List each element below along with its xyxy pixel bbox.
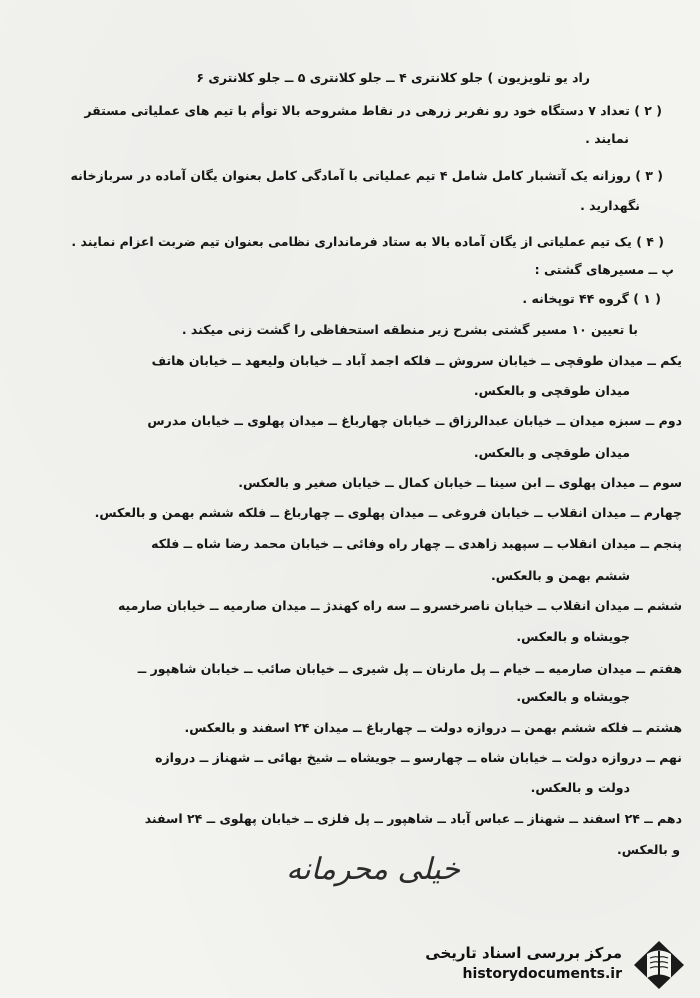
route-line: دهم ــ ۲۴ اسفند ــ شهناز ــ عباس آباد ــ شاهپور ــ پل فلزی ــ خیابان پهلوی ــ ۲۴ اسفند [144, 811, 682, 826]
route-line: پنجم ــ میدان انقلاب ــ سپهبد زاهدی ــ چهار راه وفائی ــ خیابان محمد رضا شاه ــ فلکه [151, 536, 682, 551]
route-line: و بالعکس. [617, 842, 680, 857]
route-line: چهارم ــ میدان انقلاب ــ خیابان فروغی ــ میدان پهلوی ــ چهارباغ ــ فلکه ششم بهمن و بالعکس. [94, 505, 682, 520]
text-line: ( ۳ ) روزانه یک آتشبار کامل شامل ۴ تیم عملیاتی با آمادگی کامل بعنوان یگان آماده در سربازخانه [70, 168, 663, 183]
route-line: میدان طوقچی و بالعکس. [473, 445, 630, 460]
subsection-heading: ( ۱ ) گروه ۴۴ توپخانه . [522, 291, 661, 306]
text-line: راد یو تلویزیون ) جلو کلانتری ۴ ــ جلو کلانتری ۵ ــ جلو کلانتری ۶ [196, 70, 590, 85]
text-line: با تعیین ۱۰ مسیر گشتی بشرح زیر منطقه استحفاظی را گشت زنی میکند . [181, 322, 638, 337]
route-line: یکم ــ میدان طوقچی ــ خیابان سروش ــ فلکه اجمد آباد ــ خیابان ولیعهد ــ خیابان هاتف [151, 353, 682, 368]
watermark-logo-icon [630, 938, 688, 992]
watermark-title: مرکز بررسی اسناد تاریخی [425, 944, 622, 962]
watermark-url: historydocuments.ir [462, 966, 622, 982]
section-heading: پ ــ مسیرهای گشتی : [534, 262, 674, 277]
text-line: ( ۲ ) تعداد ۷ دستگاه خود رو نفربر زرهی در نقاط مشروحه بالا توأم با تیم های عملیاتی مستقر [84, 103, 662, 118]
route-line: سوم ــ میدان پهلوی ــ ابن سینا ــ خیابان کمال ــ خیابان صغیر و بالعکس. [238, 475, 682, 490]
route-line: دولت و بالعکس. [530, 780, 630, 795]
route-line: ششم ــ میدان انقلاب ــ خیابان ناصرخسرو ــ سه راه کهندژ ــ میدان صارمیه ــ خیابان صارمیه [117, 598, 682, 613]
text-line: نگهدارید . [580, 198, 640, 213]
route-line: میدان طوقچی و بالعکس. [473, 383, 630, 398]
classification-stamp: خیلی محرمانه [286, 852, 460, 887]
route-line: ششم بهمن و بالعکس. [490, 568, 630, 583]
route-line: هشتم ــ فلکه ششم بهمن ــ دروازه دولت ــ چهارباغ ــ میدان ۲۴ اسفند و بالعکس. [184, 720, 682, 735]
route-line: جویشاه و بالعکس. [516, 629, 630, 644]
route-line: نهم ــ دروازه دولت ــ خیابان شاه ــ چهارسو ــ جویشاه ــ شیخ بهائی ــ شهناز ــ دروازه [155, 750, 682, 765]
route-line: هفتم ــ میدان صارمیه ــ خیام ــ پل مارنان ــ پل شیری ــ خیابان صائب ــ خیابان شاهپور ــ [137, 661, 682, 676]
route-line: جویشاه و بالعکس. [516, 689, 630, 704]
text-line: نمایند . [585, 131, 629, 146]
text-line: ( ۴ ) یک تیم عملیاتی از یگان آماده بالا به ستاد فرمانداری نظامی بعنوان تیم ضربت اعزام نمایند . [71, 234, 664, 249]
route-line: دوم ــ سبزه میدان ــ خیابان عبدالرزاق ــ خیابان چهارباغ ــ میدان پهلوی ــ خیابان مدرس [147, 413, 682, 428]
